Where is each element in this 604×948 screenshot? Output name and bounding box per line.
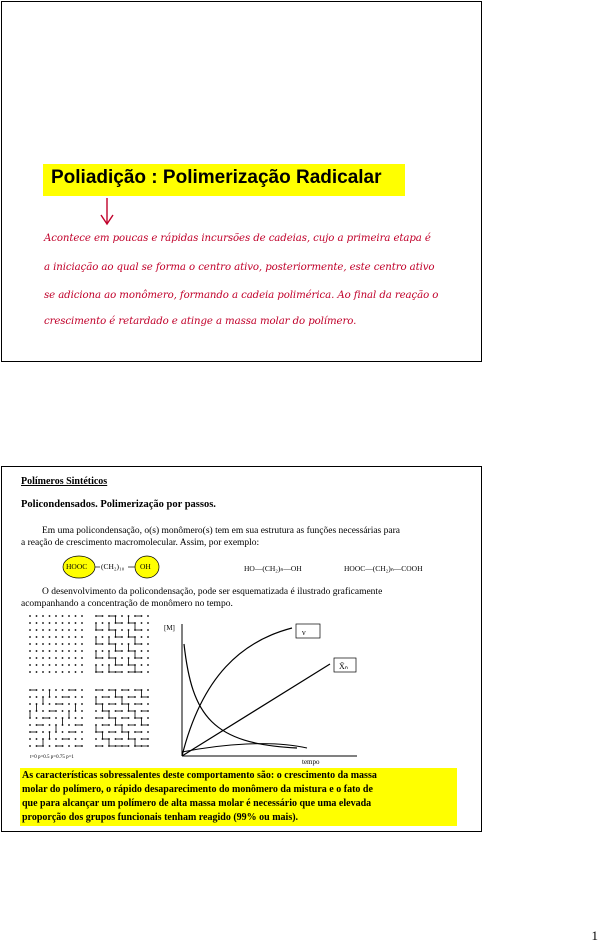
formula-oh: OH bbox=[140, 562, 151, 571]
formula-hooc: HOOC bbox=[66, 562, 88, 571]
formula-ch2: (CH₂)₁₀ bbox=[101, 562, 125, 571]
slide2-heading: Polímeros Sintéticos bbox=[21, 476, 108, 487]
polymer-lattice-illustration bbox=[28, 614, 160, 759]
lattice-panel bbox=[95, 615, 149, 673]
formula-diacid: HOOC—(CH₂)ₙ—COOH bbox=[344, 564, 423, 573]
handwritten-line-3: se adiciona ao monômero, formando a cadeia polimérica. Ao final da reação o bbox=[44, 290, 439, 301]
slide2-subheading: Policondensados. Polimerização por passos. bbox=[21, 499, 216, 510]
monomer-concentration-graph bbox=[162, 616, 362, 766]
conclusion-line-2: molar do polímero, o rápido desaparecimento do monômero da mistura e o fato de bbox=[22, 784, 373, 795]
down-arrow-icon bbox=[99, 197, 115, 227]
lattice-panel bbox=[29, 689, 83, 747]
handwritten-line-4: crescimento é retardado e atinge a massa molar do polímero. bbox=[44, 316, 357, 327]
graph-y-label: [M] bbox=[164, 624, 175, 632]
page-number: 1 bbox=[591, 928, 598, 943]
slide1-title: Poliadição : Polimerização Radicalar bbox=[51, 167, 382, 188]
handwritten-line-1: Acontece em poucas e rápidas incursões de cadeias, cujo a primeira etapa é bbox=[44, 233, 431, 244]
paragraph2-line-2: acompanhando a concentração de monômero no tempo. bbox=[21, 599, 233, 609]
conclusion-line-4: proporção dos grupos funcionais tenham reagido (99% ou mais). bbox=[22, 812, 299, 823]
graph-x-label: tempo bbox=[302, 758, 320, 766]
paragraph1-line-1: Em uma policondensação, o(s) monômero(s) tem em sua estrutura as funções necessárias para bbox=[42, 526, 400, 536]
lattice-panel bbox=[95, 689, 149, 747]
paragraph1-line-2: a reação de crescimento macromolecular. Assim, por exemplo: bbox=[21, 538, 260, 548]
graph-label-top: ν bbox=[302, 628, 306, 637]
lattice-panel bbox=[29, 615, 83, 673]
lattice-caption: t=0 p=0.5 p=0.75 p=1 bbox=[30, 755, 74, 760]
conclusion-line-1: As características sobressalentes deste comportamento são: o crescimento da massa bbox=[22, 770, 377, 781]
conclusion-line-3: que para alcançar um polímero de alta massa molar é necessário que uma elevada bbox=[22, 798, 372, 809]
graph-label-mid: X̄ₙ bbox=[339, 662, 348, 671]
paragraph2-line-1: O desenvolvimento da policondensação, pode ser esquematizada é ilustrado graficamente bbox=[42, 587, 383, 597]
handwritten-line-2: a iniciação ao qual se forma o centro ativo, posteriormente, este centro ativo bbox=[44, 262, 435, 273]
formula-diol: HO—(CH₂)ₙ—OH bbox=[244, 564, 302, 573]
